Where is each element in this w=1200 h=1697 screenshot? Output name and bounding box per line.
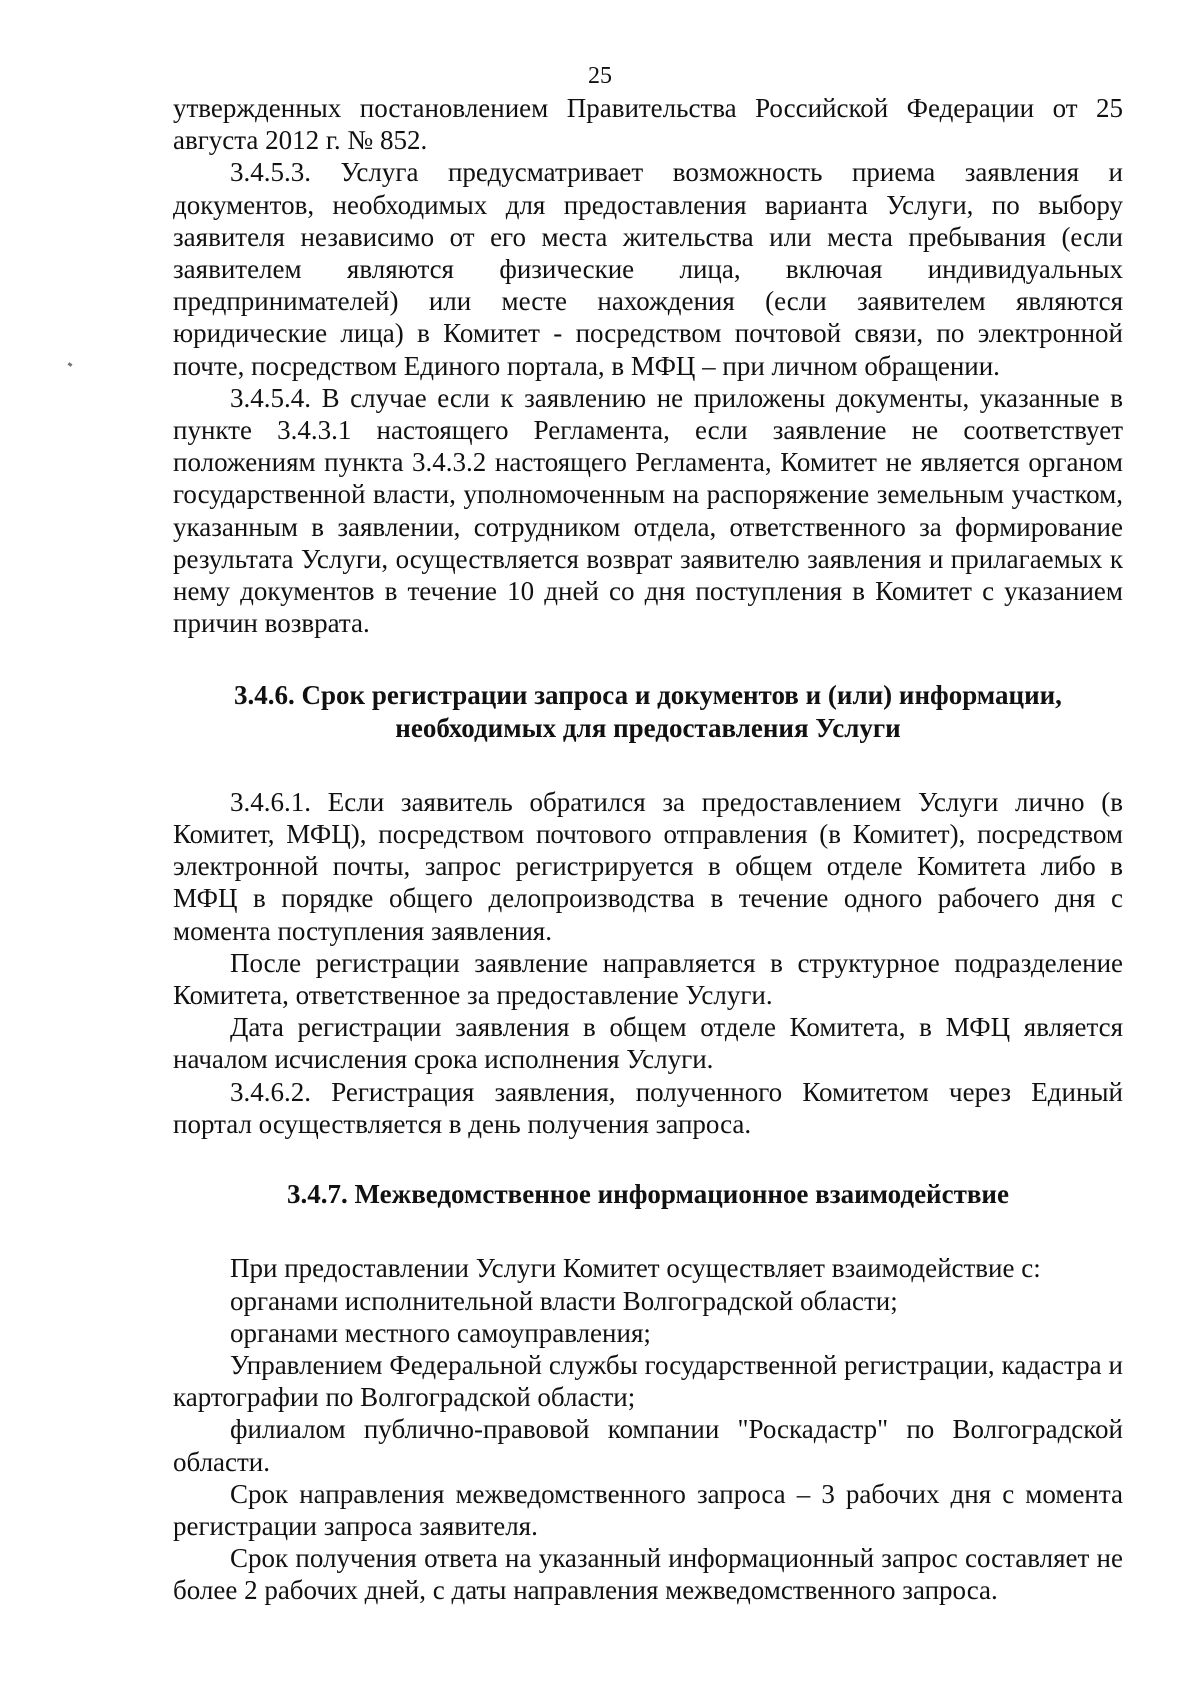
list-item-local-government: органами местного самоуправления; (230, 1317, 651, 1348)
section-heading-3-4-7: 3.4.7. Межведомственное информационное взаимодействие (287, 1179, 1009, 1210)
scan-mark (68, 362, 73, 367)
paragraph-registration-date: Дата регистрации заявления в общем отделе Комитета, в МФЦ является началом исчисления срока исполнения Услуги. (173, 1012, 1123, 1075)
section-heading-3-4-6-line1: 3.4.6. Срок регистрации запроса и документов и (или) информации, (234, 680, 1062, 711)
page-content (173, 92, 1123, 1607)
list-item-executive-authorities: органами исполнительной власти Волгоградской области; (230, 1285, 898, 1316)
paragraph-continuation: утвержденных постановлением Правительства Российской Федерации от 25 августа 2012 г. № 852. (173, 93, 1123, 156)
section-heading-3-4-6 (173, 679, 1123, 743)
paragraph-response-deadline: Срок получения ответа на указанный информационный запрос составляет не более 2 рабочих дней, с даты направления межведомственного запроса. (173, 1543, 1123, 1606)
paragraph-3-4-5-4: 3.4.5.4. В случае если к заявлению не приложены документы, указанные в пункте 3.4.3.1 настоящего Регламента, если заявление не соответствует положениям пункта 3.4.3.2 настоящего Регламента, Комитет не является органом государственной власти, уполномоченным на распоряжение земельным участком, указанным в заявлении, сотрудником отдела, ответственного за формирование результата Услуги, осуществляется возврат заявителю заявления и прилагаемых к нему документов в течение 10 дней со дня поступления в Комитет с указанием причин возврата. (173, 382, 1123, 639)
paragraph-interaction-intro: При предоставлении Услуги Комитет осуществляет взаимодействие с: (230, 1253, 1041, 1284)
paragraph-3-4-6-1: 3.4.6.1. Если заявитель обратился за предоставлением Услуги лично (в Комитет, МФЦ), посредством почтового отправления (в Комитет), посредством электронной почты, запрос регистрируется в общем отделе Комитета либо в МФЦ в порядке общего делопроизводства в течение одного рабочего дня с момента поступления заявления. (173, 786, 1123, 946)
page-number: 25 (588, 63, 612, 89)
list-item-rosreestr: Управлением Федеральной службы государственной регистрации, кадастра и картографии по Волгоградской области; (173, 1349, 1123, 1413)
list-item-roskadastr: филиалом публично-правовой компании "Роскадастр" по Волгоградской области. (173, 1414, 1123, 1477)
section-heading-3-4-6-line2: необходимых для предоставления Услуги (395, 712, 901, 743)
paragraph-registration-routing: После регистрации заявление направляется в структурное подразделение Комитета, ответственное за предоставление Услуги. (173, 947, 1123, 1011)
paragraph-3-4-6-2: 3.4.6.2. Регистрация заявления, полученного Комитетом через Единый портал осуществляется в день получения запроса. (173, 1076, 1123, 1139)
paragraph-3-4-5-3: 3.4.5.3. Услуга предусматривает возможность приема заявления и документов, необходимых для предоставления варианта Услуги, по выбору заявителя независимо от его места жительства или места пребывания (если заявителем являются физические лица, включая индивидуальных предпринимателей) или месте нахождения (если заявителем являются юридические лица) в Комитет - посредством почтовой связи, по электронной почте, посредством Единого портала, в МФЦ – при личном обращении. (173, 157, 1123, 381)
paragraph-request-deadline: Срок направления межведомственного запроса – 3 рабочих дня с момента регистрации запроса заявителя. (173, 1478, 1123, 1541)
